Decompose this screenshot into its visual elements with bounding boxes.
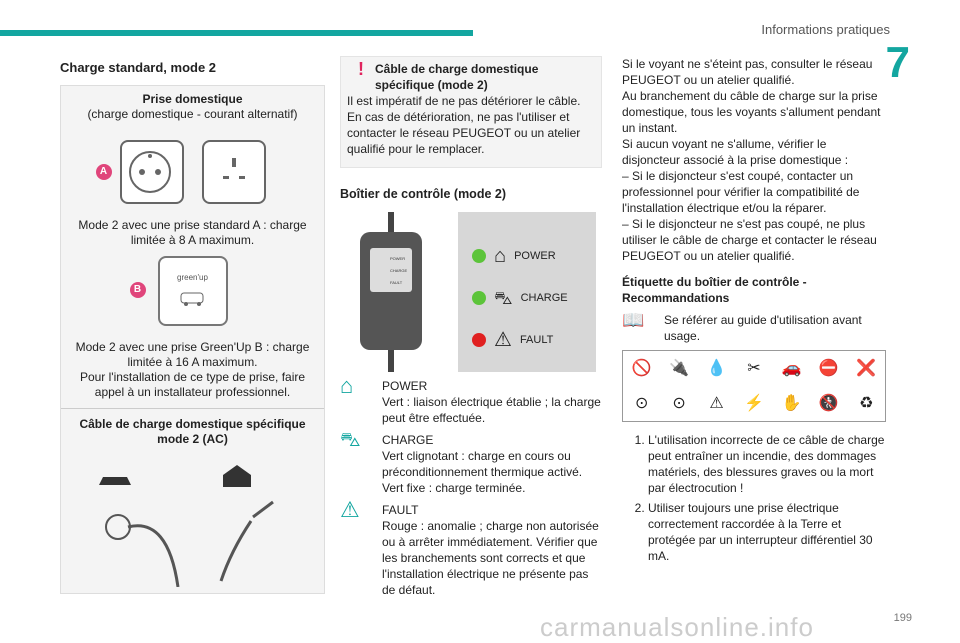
warning-triangle-icon: ⚠ xyxy=(709,394,724,412)
socket-title: Prise domestique xyxy=(142,92,243,106)
socket-icon: ⊙ xyxy=(635,394,649,412)
legend-power: ⌂ POWER xyxy=(472,248,556,264)
control-box-icon xyxy=(340,212,450,372)
list-item: 1. L'utilisation incorrecte de ce câble de charge peut entraîner un incendie, des dommages matériels, des blessures graves ou la mort par électrocution ! xyxy=(648,432,886,496)
no-touch-icon: ✋ xyxy=(781,394,802,412)
chapter-number: 7 xyxy=(885,38,910,87)
warning-triangle-icon: ⚠ xyxy=(340,497,360,522)
header-bar xyxy=(0,30,473,36)
device-label-power: POWER xyxy=(390,256,406,261)
legend-charge: ⛍ CHARGE xyxy=(472,290,568,306)
uk-socket-icon xyxy=(204,142,264,202)
device-label-fault: FAULT xyxy=(390,280,403,285)
badge-b: B xyxy=(130,282,146,298)
no-water-icon: 💧 xyxy=(706,359,727,377)
column-1 xyxy=(60,56,325,594)
warning-triangle-icon: ⚠ xyxy=(494,329,512,351)
list-item: 2. Utiliser toujours une prise électrique correctement raccordée à la Terre et protégée par un interrupteur différentiel 30 mA. xyxy=(648,500,886,564)
socket-icon: ⊙ xyxy=(672,394,686,412)
greenup-socket-image xyxy=(133,256,228,326)
control-box-device xyxy=(340,212,450,372)
warning-title: Câble de charge domestique spécifique (mode 2) xyxy=(375,62,539,92)
no-dry-icon: ❌ xyxy=(856,359,877,377)
para-5: – Si le disjoncteur ne s'est pas coupé, ne plus utiliser le câble de charge et contacter le réseau PEUGEOT ou un atelier qualifié. xyxy=(622,217,877,263)
warning-box xyxy=(340,56,602,168)
column-2 xyxy=(340,56,602,598)
socket-box xyxy=(60,85,325,594)
home-icon: ⌂ xyxy=(494,245,507,267)
column-3 xyxy=(622,56,886,568)
french-socket-icon xyxy=(122,142,182,202)
no-vehicle-crush-icon: 🚗 xyxy=(781,359,802,377)
device-label-charge: CHARGE xyxy=(390,268,408,273)
cable-image xyxy=(69,447,316,587)
no-damage-icon: ✂ xyxy=(747,359,761,377)
mode-a-text: Mode 2 avec une prise standard A : charge limitée à 8 A maximum. xyxy=(78,218,307,247)
uk-socket-image xyxy=(202,140,266,204)
book-icon: 📖 xyxy=(622,310,645,330)
guide-note: 📖 Se référer au guide d'utilisation avant usage. xyxy=(622,310,862,343)
no-trip-icon: 🚷 xyxy=(818,394,839,412)
legend-fault: ⚠ FAULT xyxy=(472,332,553,348)
section-title: Informations pratiques xyxy=(761,22,890,37)
control-box-title: Boîtier de contrôle (mode 2) xyxy=(340,187,506,201)
recycle-icon: ♻ xyxy=(859,394,874,412)
power-led-icon xyxy=(472,249,486,263)
indicator-legend xyxy=(458,212,596,372)
para-2: Au branchement du câble de charge sur la prise domestique, tous les voyants s'allument pendant un instant. xyxy=(622,89,881,135)
watermark: carmanualsonline.info xyxy=(540,612,814,642)
item-charge: ⛍ CHARGE Vert clignotant : charge en cours ou préconditionnement thermique activé. Vert fixe : charge terminée. xyxy=(340,429,583,495)
cable-title: Câble de charge domestique spécifique mode 2 (AC) xyxy=(79,417,306,446)
car-icon: ⛍ xyxy=(340,429,361,451)
para-1: Si le voyant ne s'éteint pas, consulter le réseau PEUGEOT ou un atelier qualifié. xyxy=(622,57,873,87)
standard-charge-title: Charge standard, mode 2 xyxy=(60,60,217,75)
charging-cable-icon xyxy=(73,447,313,587)
item-power: ⌂ POWER Vert : liaison électrique établie ; la charge peut être effectuée. xyxy=(340,373,601,425)
car-icon: ⛍ xyxy=(494,288,513,308)
no-adapter-icon: 🔌 xyxy=(669,359,690,377)
danger-icon: ⚡ xyxy=(744,394,764,412)
label-pictograms xyxy=(622,350,886,422)
para-4: – Si le disjoncteur s'est coupé, contacter un professionnel pour vérifier la compatibilité de l'installation électrique et/ou la réparer. xyxy=(622,169,860,215)
para-3: Si aucun voyant ne s'allume, vérifier le disjoncteur associé à la prise domestique : xyxy=(622,137,849,167)
standard-socket-image xyxy=(99,140,184,204)
recommendations-list xyxy=(622,432,886,564)
badge-a: A xyxy=(96,164,112,180)
warning-text: Il est impératif de ne pas détériorer le câble. En cas de détérioration, ne pas l'utiliser et contacter le réseau PEUGEOT ou un atelier qualifié pour le remplacer. xyxy=(347,94,581,156)
control-box-images xyxy=(340,212,602,372)
mode-b-text: Mode 2 avec une prise Green'Up B : charge limitée à 16 A maximum. xyxy=(75,340,310,369)
label-title: Étiquette du boîtier de contrôle - Recommandations xyxy=(622,275,807,305)
item-fault: ⚠ FAULT Rouge : anomalie ; charge non autorisée ou à arrêter immédiatement. Vérifier que les branchements sont corrects et que l'installation électrique ne présente pas de défaut. xyxy=(340,497,599,597)
no-hang-icon: ⛔ xyxy=(818,359,839,377)
no-extension-icon: 🚫 xyxy=(631,359,652,377)
warning-icon: ! xyxy=(358,59,364,79)
install-note: Pour l'installation de ce type de prise, faire appel à un installateur professionnel. xyxy=(79,370,306,399)
socket-subtitle: (charge domestique - courant alternatif) xyxy=(87,107,298,121)
greenup-logo: green'up xyxy=(177,273,208,282)
page-number: 199 xyxy=(893,612,912,624)
socket-images xyxy=(69,140,316,204)
home-icon: ⌂ xyxy=(340,373,354,398)
charge-led-icon xyxy=(472,291,486,305)
fault-led-icon xyxy=(472,333,486,347)
car-plug-icon xyxy=(173,285,213,309)
divider xyxy=(61,408,324,409)
